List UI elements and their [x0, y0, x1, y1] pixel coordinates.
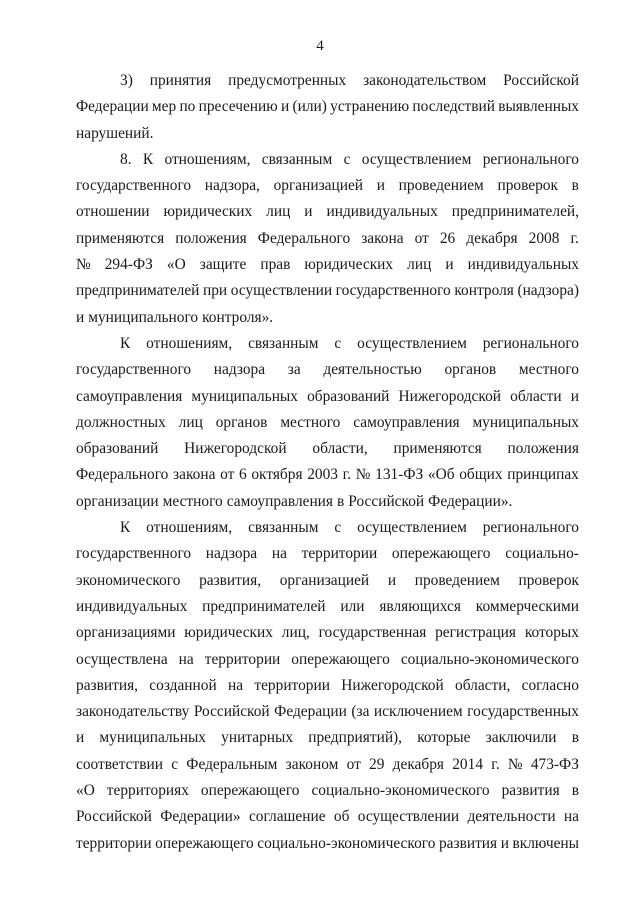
text-line: и муниципальных унитарных предприятий), которые заключили в — [76, 729, 579, 747]
text-line: Федерации мер по пресечению и (или) устранению последствий выявленных — [76, 98, 579, 116]
text-line: и муниципального контроля». — [76, 308, 274, 326]
page-number: 4 — [316, 38, 324, 54]
text-line: организации местного самоуправления в Российской Федерации». — [76, 492, 513, 510]
text-line: предпринимателей при осуществлении государственного контроля (надзора) — [76, 282, 579, 300]
text-line: № 294-ФЗ «О защите прав юридических лиц и индивидуальных — [76, 256, 579, 274]
text-line: государственного надзора на территории опережающего социально- — [76, 545, 579, 563]
text-line: отношении юридических лиц и индивидуальных предпринимателей, — [76, 203, 579, 221]
paragraph — [76, 515, 579, 857]
text-line: развития, созданной на территории Нижегородской области, согласно — [76, 676, 579, 694]
text-line: 8. К отношениям, связанным с осуществлением регионального — [120, 150, 579, 168]
text-line: Российской Федерации» соглашение об осуществлении деятельности на — [76, 808, 579, 826]
text-line: индивидуальных предпринимателей или являющихся коммерческими — [76, 597, 579, 615]
paragraph — [76, 68, 579, 147]
document-body — [76, 68, 579, 857]
text-line: К отношениям, связанным с осуществлением регионального — [120, 334, 579, 352]
text-line: «О территориях опережающего социально-экономического развития в — [76, 782, 579, 800]
text-line: государственного надзора за деятельностью органов местного — [76, 361, 579, 379]
paragraph — [76, 147, 579, 331]
text-line: применяются положения Федерального закона от 26 декабря 2008 г. — [76, 229, 579, 247]
text-line: образований Нижегородской области, применяются положения — [76, 440, 579, 458]
text-line: Федерального закона от 6 октября 2003 г. № 131-ФЗ «Об общих принципах — [76, 466, 579, 484]
text-line: законодательству Российской Федерации (за исключением государственных — [76, 703, 579, 721]
text-line: самоуправления муниципальных образований Нижегородской области и — [76, 387, 579, 405]
text-line: осуществлена на территории опережающего социально-экономического — [76, 650, 579, 668]
text-line: К отношениям, связанным с осуществлением регионального — [120, 519, 579, 537]
text-line: 3) принятия предусмотренных законодательством Российской — [120, 72, 579, 89]
text-line: соответствии с Федеральным законом от 29 декабря 2014 г. № 473-ФЗ — [76, 755, 579, 773]
text-line: государственного надзора, организацией и проведением проверок в — [76, 177, 579, 195]
text-line: территории опережающего социально-экономического развития и включены — [76, 834, 579, 852]
text-line: экономического развития, организацией и проведением проверок — [76, 571, 579, 589]
text-line: нарушений. — [76, 124, 154, 142]
text-line: должностных лиц органов местного самоуправления муниципальных — [76, 413, 579, 431]
paragraph — [76, 331, 579, 515]
text-line: организациями юридических лиц, государственная регистрация которых — [76, 624, 579, 642]
